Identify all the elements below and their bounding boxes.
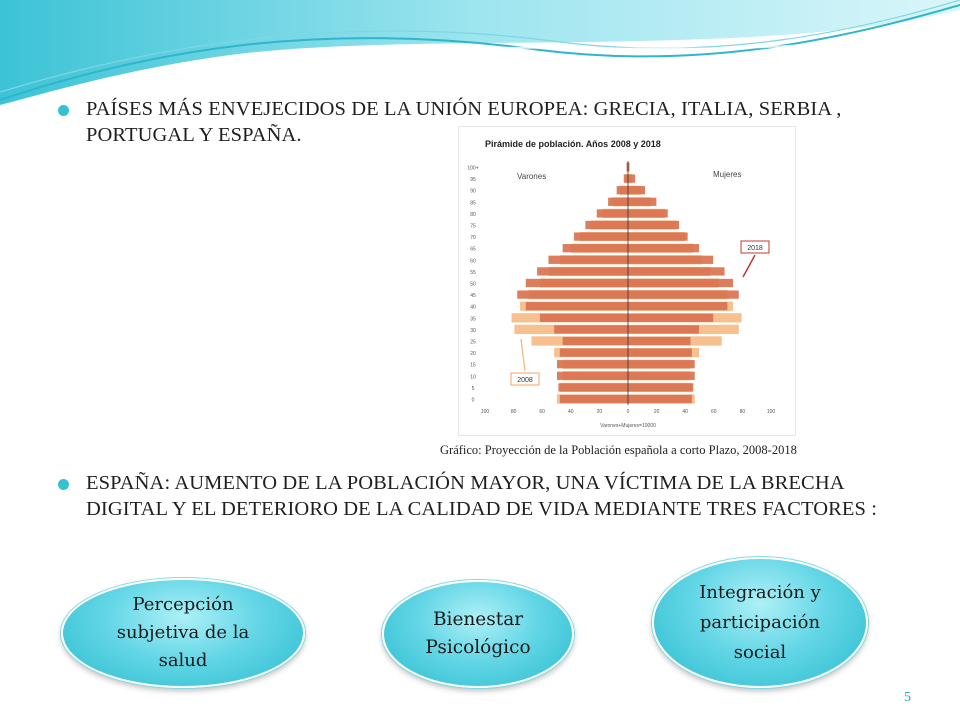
bar-women-2018: [628, 290, 739, 298]
bar-women-2018: [628, 221, 679, 229]
bar-women-2018: [628, 337, 690, 345]
age-tick-label: 30: [470, 327, 476, 334]
age-tick-label: 40: [470, 304, 476, 311]
footer-label: Varones+Mujeres=10000: [600, 423, 656, 429]
bullet-dot-icon: [58, 479, 69, 490]
header-wave-decoration: [0, 0, 960, 110]
bar-men-2018: [517, 290, 628, 298]
bar-men-2018: [537, 267, 628, 275]
bar-men-2018: [563, 244, 628, 252]
age-tick-label: 60: [470, 258, 476, 265]
population-pyramid-chart: [458, 126, 796, 436]
right-label: Mujeres: [713, 170, 742, 179]
factor-integracion-oval: [652, 557, 868, 688]
bar-women-2018: [628, 325, 699, 333]
chart-caption: Gráfico: Proyección de la Población española a corto Plazo, 2008-2018: [440, 443, 797, 457]
x-tick-label: 40: [682, 409, 688, 415]
factor-salud-oval: [61, 578, 305, 688]
bar-men-2018: [554, 325, 628, 333]
age-tick-label: 95: [470, 177, 476, 184]
bar-women-2018: [628, 174, 635, 182]
chart-title: Pirámide de población. Años 2008 y 2018: [485, 139, 661, 149]
age-tick-label: 0: [471, 397, 475, 404]
bar-men-2018: [557, 372, 628, 380]
factor-salud-label: Percepción subjetiva de la salud: [116, 594, 250, 671]
bar-women-2018: [628, 186, 645, 194]
age-tick-label: 90: [470, 188, 476, 195]
bullet-dot-icon: [58, 105, 69, 116]
x-tick-label: 20: [596, 409, 603, 415]
callout-2008-label: 2008: [517, 377, 533, 384]
callout-2008-arrow: [521, 339, 525, 371]
bar-men-2018: [560, 348, 628, 356]
factor-integracion-label: Integración y participación social: [699, 581, 821, 663]
age-tick-label: 20: [470, 351, 476, 358]
bar-men-2018: [526, 302, 628, 310]
age-tick-label: 45: [470, 293, 476, 300]
callout-2018-label: 2018: [747, 245, 763, 252]
bar-women-2018: [628, 372, 695, 380]
age-tick-label: 10: [470, 374, 476, 381]
age-tick-label: 55: [470, 269, 476, 276]
bar-women-2018: [628, 198, 656, 206]
bar-men-2018: [624, 174, 628, 182]
x-tick-label: 60: [711, 409, 717, 415]
age-tick-label: 70: [470, 235, 476, 242]
age-tick-label: 100+: [467, 165, 479, 172]
left-label: Varones: [517, 172, 547, 181]
factor-bienestar-label: Bienestar Psicológico: [425, 609, 531, 658]
bar-women-2018: [628, 348, 692, 356]
x-tick-label: 100: [766, 409, 776, 415]
factor-bienestar-oval: [382, 580, 574, 688]
bar-men-2018: [540, 314, 628, 322]
callout-2018-arrow: [743, 255, 755, 277]
age-tick-label: 15: [470, 362, 476, 369]
bar-women-2018: [628, 209, 668, 217]
age-tick-label: 5: [471, 385, 475, 392]
age-tick-label: 80: [470, 211, 476, 218]
x-tick-label: 60: [539, 409, 545, 415]
age-tick-label: 35: [470, 316, 476, 323]
age-tick-label: 75: [470, 223, 476, 230]
bullet-text-countries: PAÍSES MÁS ENVEJECIDOS DE LA UNIÓN EUROPEA: GRECIA, ITALIA, SERBIA , PORTUGAL Y ESPAÑA.: [86, 98, 842, 146]
x-tick-label: 80: [510, 409, 517, 415]
bar-men-2018: [617, 186, 628, 194]
bar-women-2018: [628, 395, 692, 403]
bar-men-2018: [557, 360, 628, 368]
bar-men-2018: [597, 209, 628, 217]
bar-women-2018: [628, 232, 688, 240]
x-tick-label: 100: [480, 409, 490, 415]
bar-women-2018: [628, 360, 695, 368]
bar-women-2018: [628, 267, 725, 275]
bullet-text-spain: ESPAÑA: AUMENTO DE LA POBLACIÓN MAYOR, UNA VÍCTIMA DE LA BRECHA DIGITAL Y EL DETERIORO DE LA CALIDAD DE VIDA MEDIANTE TRES FACTORES :: [86, 472, 878, 520]
page-number: 5: [904, 690, 911, 705]
age-tick-label: 50: [470, 281, 476, 288]
age-tick-label: 85: [470, 200, 476, 207]
bar-men-2018: [526, 279, 628, 287]
bar-men-2018: [560, 395, 628, 403]
bar-men-2018: [558, 383, 628, 391]
age-tick-label: 25: [470, 339, 476, 346]
x-tick-label: 40: [568, 409, 574, 415]
bar-women-2018: [628, 244, 699, 252]
bar-women-2018: [628, 256, 713, 264]
bar-men-2018: [608, 198, 628, 206]
bar-men-2018: [548, 256, 628, 264]
bar-women-2018: [628, 302, 727, 310]
x-tick-label: 80: [739, 409, 746, 415]
bar-women-2018: [628, 279, 733, 287]
x-tick-label: 0: [626, 409, 630, 415]
age-tick-label: 65: [470, 246, 476, 253]
bar-women-2018: [628, 314, 713, 322]
bar-men-2018: [563, 337, 628, 345]
bullet-spain: [58, 470, 888, 522]
x-tick-label: 20: [653, 409, 660, 415]
bar-men-2018: [574, 232, 628, 240]
bar-men-2018: [585, 221, 628, 229]
bar-women-2018: [628, 383, 693, 391]
